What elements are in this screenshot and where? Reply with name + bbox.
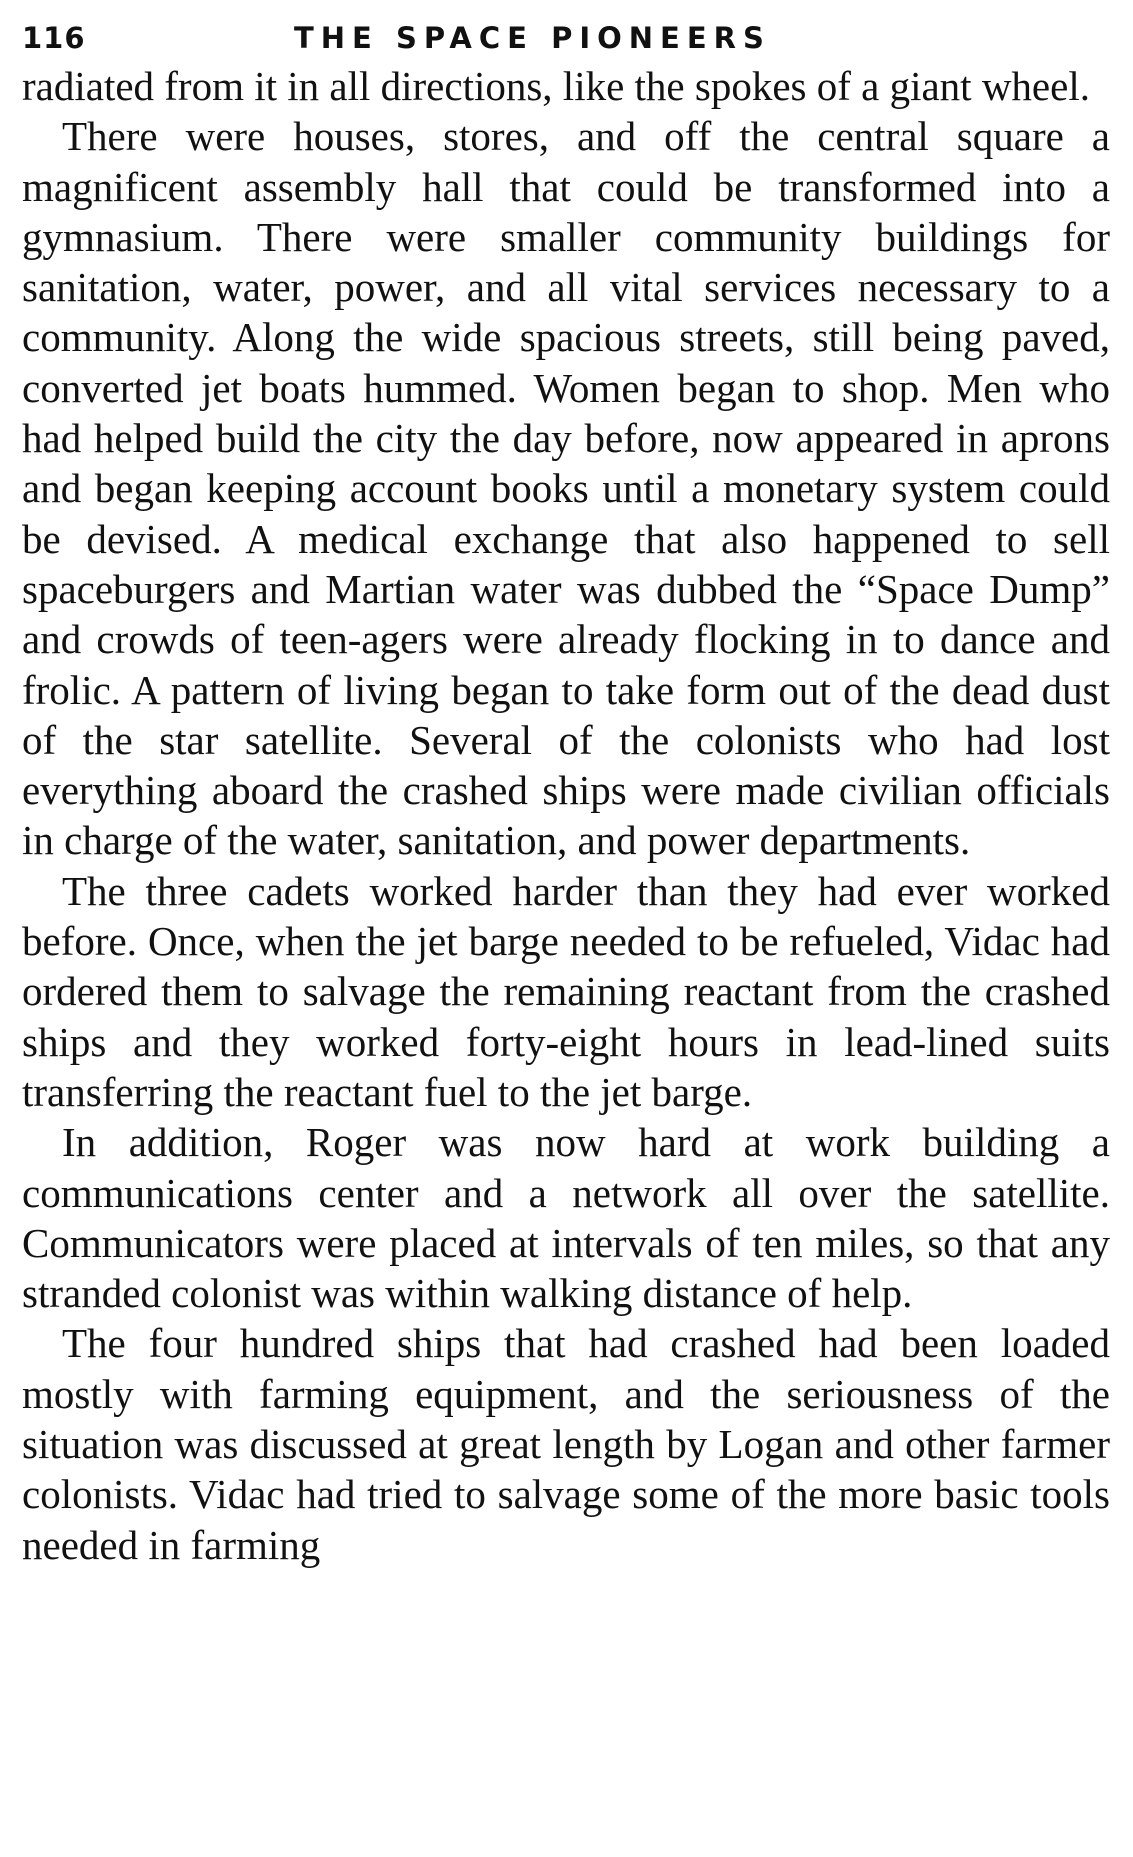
paragraph: In addition, Roger was now hard at work building a communications center and a network all over the satellite. Communicators were placed at intervals of ten miles, so that any stranded colonist was within walking distance of help. <box>22 1119 1110 1317</box>
body-text <box>22 61 1110 1570</box>
page-number: 116 <box>22 21 86 55</box>
paragraph-continued: radiated from it in all directions, like the spokes of a giant wheel. <box>22 63 1090 109</box>
book-title: THE SPACE PIONEERS <box>294 21 771 55</box>
book-page <box>22 18 1110 1570</box>
paragraph: The three cadets worked harder than they had ever worked before. Once, when the jet barge needed to be refueled, Vidac had ordered them to salvage the remaining reactant from the crashed ships and they worked forty-eight hours in lead-lined suits transferring the reactant fuel to the jet barge. <box>22 867 1110 1115</box>
paragraph: There were houses, stores, and off the central square a magnificent assembly hall that could be transformed into a gymnasium. There were smaller community buildings for sanitation, water, power, and all vital services necessary to a community. Along the wide spacious streets, still being paved, converted jet boats hummed. Women began to shop. Men who had helped build the city the day before, now appeared in aprons and began keeping account books until a monetary system could be devised. A medical exchange that also happened to sell spaceburgers and Martian water was dubbed the “Space Dump” and crowds of teen-agers were already flocking in to dance and frolic. A pattern of living began to take form out of the dead dust of the star satellite. Several of the colonists who had lost everything aboard the crashed ships were made civilian officials in charge of the water, sanitation, and power departments. <box>22 113 1110 864</box>
running-head <box>22 18 1110 58</box>
paragraph: The four hundred ships that had crashed had been loaded mostly with farming equipment, and the seriousness of the situation was discussed at great length by Logan and other farmer colonists. Vidac had tried to salvage some of the more basic tools needed in farming <box>22 1320 1110 1568</box>
